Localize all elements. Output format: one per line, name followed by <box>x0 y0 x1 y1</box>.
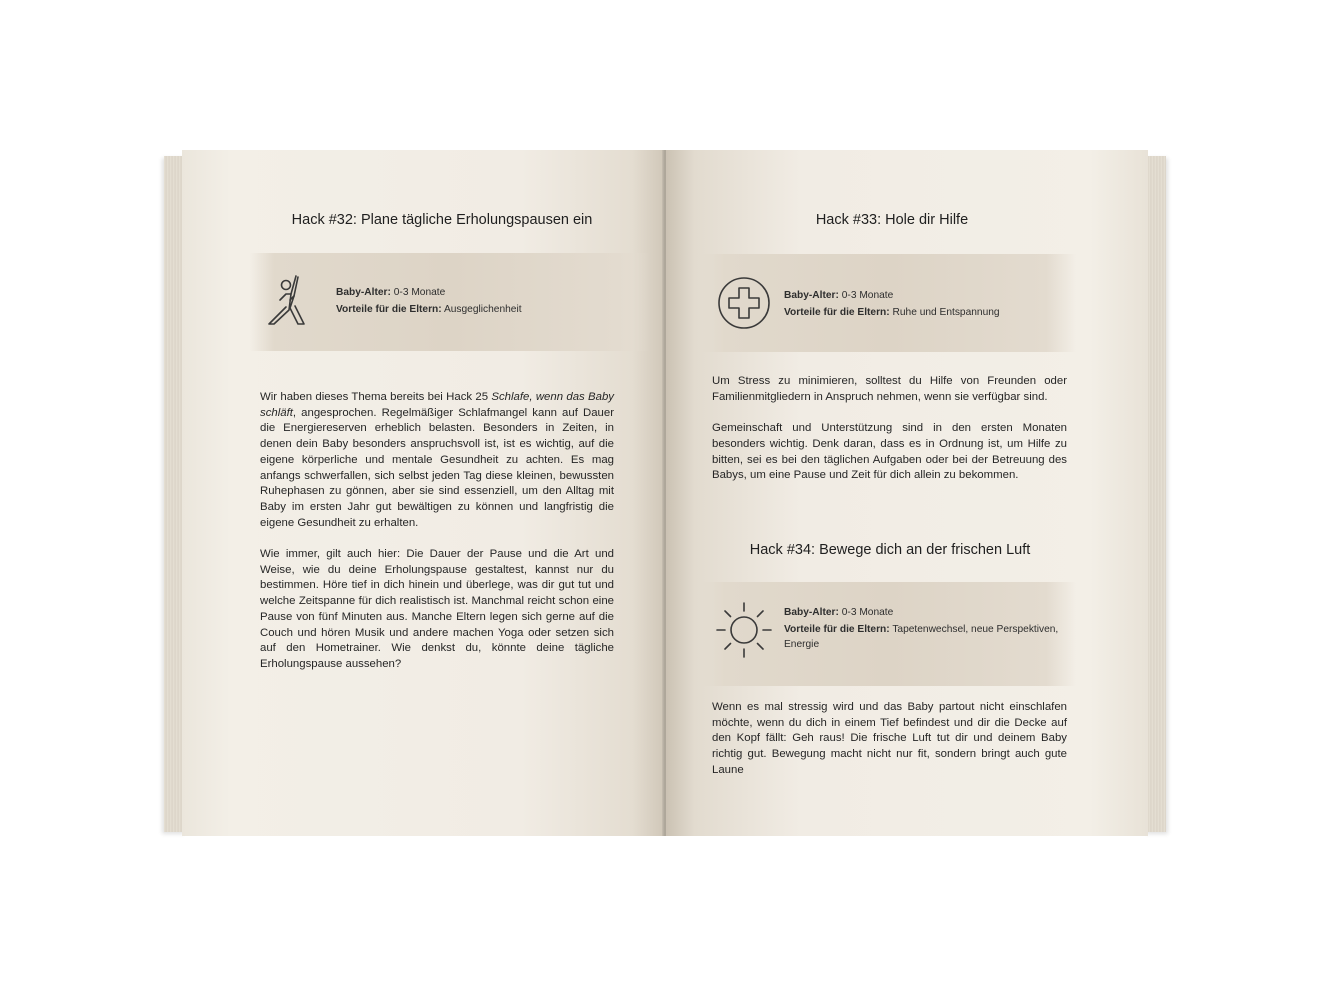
sun-icon <box>712 598 776 662</box>
age-label: Baby-Alter: <box>784 607 839 618</box>
benefit-label: Vorteile für die Eltern: <box>784 624 890 635</box>
hack-33-title: Hack #33: Hole dir Hilfe <box>815 212 969 228</box>
hack-32-paragraph-1: Wir haben dieses Thema bereits bei Hack 25 Schlafe, wenn das Baby schläft, angesprochen. Regelmäßiger Schlafmangel kann auf Dauer die Energiereserven erheblich belasten. Besonders in Zeiten, in denen dein Baby besonders anspruchsvoll ist, ist es wichtig, auf die eigene körperliche und mentale Gesundheit zu achten. Es mag anfangs schwerfallen, sich selbst jeden Tag diese kleinen, bewussten Ruhephasen zu gönnen, aber sie sind essenziell, um den Alltag mit Baby im ersten Jahr gut bewältigen zu können und langfristig die eigene Gesundheit zu erhalten. <box>260 391 615 529</box>
age-value: 0-3 Monate <box>841 290 894 301</box>
hack-32-paragraph-2: Wie immer, gilt auch hier: Die Dauer der Pause und die Art und Weise, wie du deine Erholungspause gestaltest, kannst nur du bestimmen. Höre tief in dich hinein und überlege, was dir gut tut und welche Zeitspanne für dich realistisch ist. Manchmal reicht schon eine Pause von fünf Minuten aus. Manche Eltern legen sich gerne auf die Couch und hören Musik und andere machen Yoga oder setzen sich auf den Hometrainer. Wie denkst du, könnte deine tägliche Erholungspause aussehen? <box>260 548 614 670</box>
hack-33-paragraph-2: Gemeinschaft und Unterstützung sind in den ersten Monaten besonders wichtig. Denk daran, dass es in Ordnung ist, um Hilfe zu bitten, sei es bei den täglichen Aufgaben oder bei der Betreuung des Babys, um eine Pause und Zeit für dich allein zu bekommen. <box>712 422 1067 482</box>
age-label: Baby-Alter: <box>336 287 391 298</box>
benefit-value: Ausgeglichenheit <box>443 304 522 315</box>
hack-34-body <box>712 700 1067 779</box>
hack-25-reference: Schlafe, wenn das Baby schläft <box>260 391 615 419</box>
medical-cross-icon <box>718 271 778 335</box>
hack-34-paragraph-1: Wenn es mal stressig wird und das Baby partout nicht einschlafen möchte, wenn du dich in einem Tief befindest und dir die Decke auf den Kopf fällt: Geh raus! Die frische Luft tut dir und deinem Baby richtig gut. Bewegung macht nicht nur fit, sondern bringt auch gute Laune <box>712 701 1067 776</box>
hack-34-info-box <box>702 582 1076 686</box>
yoga-pose-icon <box>264 270 324 334</box>
benefit-label: Vorteile für die Eltern: <box>336 304 442 315</box>
age-label: Baby-Alter: <box>784 290 839 301</box>
right-page <box>666 150 1148 836</box>
hack-32-title: Hack #32: Plane tägliche Erholungspausen ein <box>291 212 593 228</box>
age-value: 0-3 Monate <box>393 287 446 298</box>
hack-34-title: Hack #34: Bewege dich an der frischen Luft <box>749 542 1031 558</box>
hack-33-info-box <box>702 254 1076 352</box>
hack-32-info-box <box>250 253 650 351</box>
benefit-value: Tapetenwechsel, neue Perspektiven, Energie <box>784 624 1059 650</box>
age-value: 0-3 Monate <box>841 607 894 618</box>
left-page <box>182 150 666 836</box>
benefit-value: Ruhe und Entspannung <box>892 307 1000 318</box>
open-book <box>164 150 1166 838</box>
hack-33-paragraph-1: Um Stress zu minimieren, solltest du Hilfe von Freunden oder Familienmitgliedern in Anspruch nehmen, wenn sie verfügbar sind. <box>712 375 1067 403</box>
benefit-label: Vorteile für die Eltern: <box>784 307 890 318</box>
hack-32-body <box>260 390 614 688</box>
hack-33-body <box>712 374 1067 500</box>
